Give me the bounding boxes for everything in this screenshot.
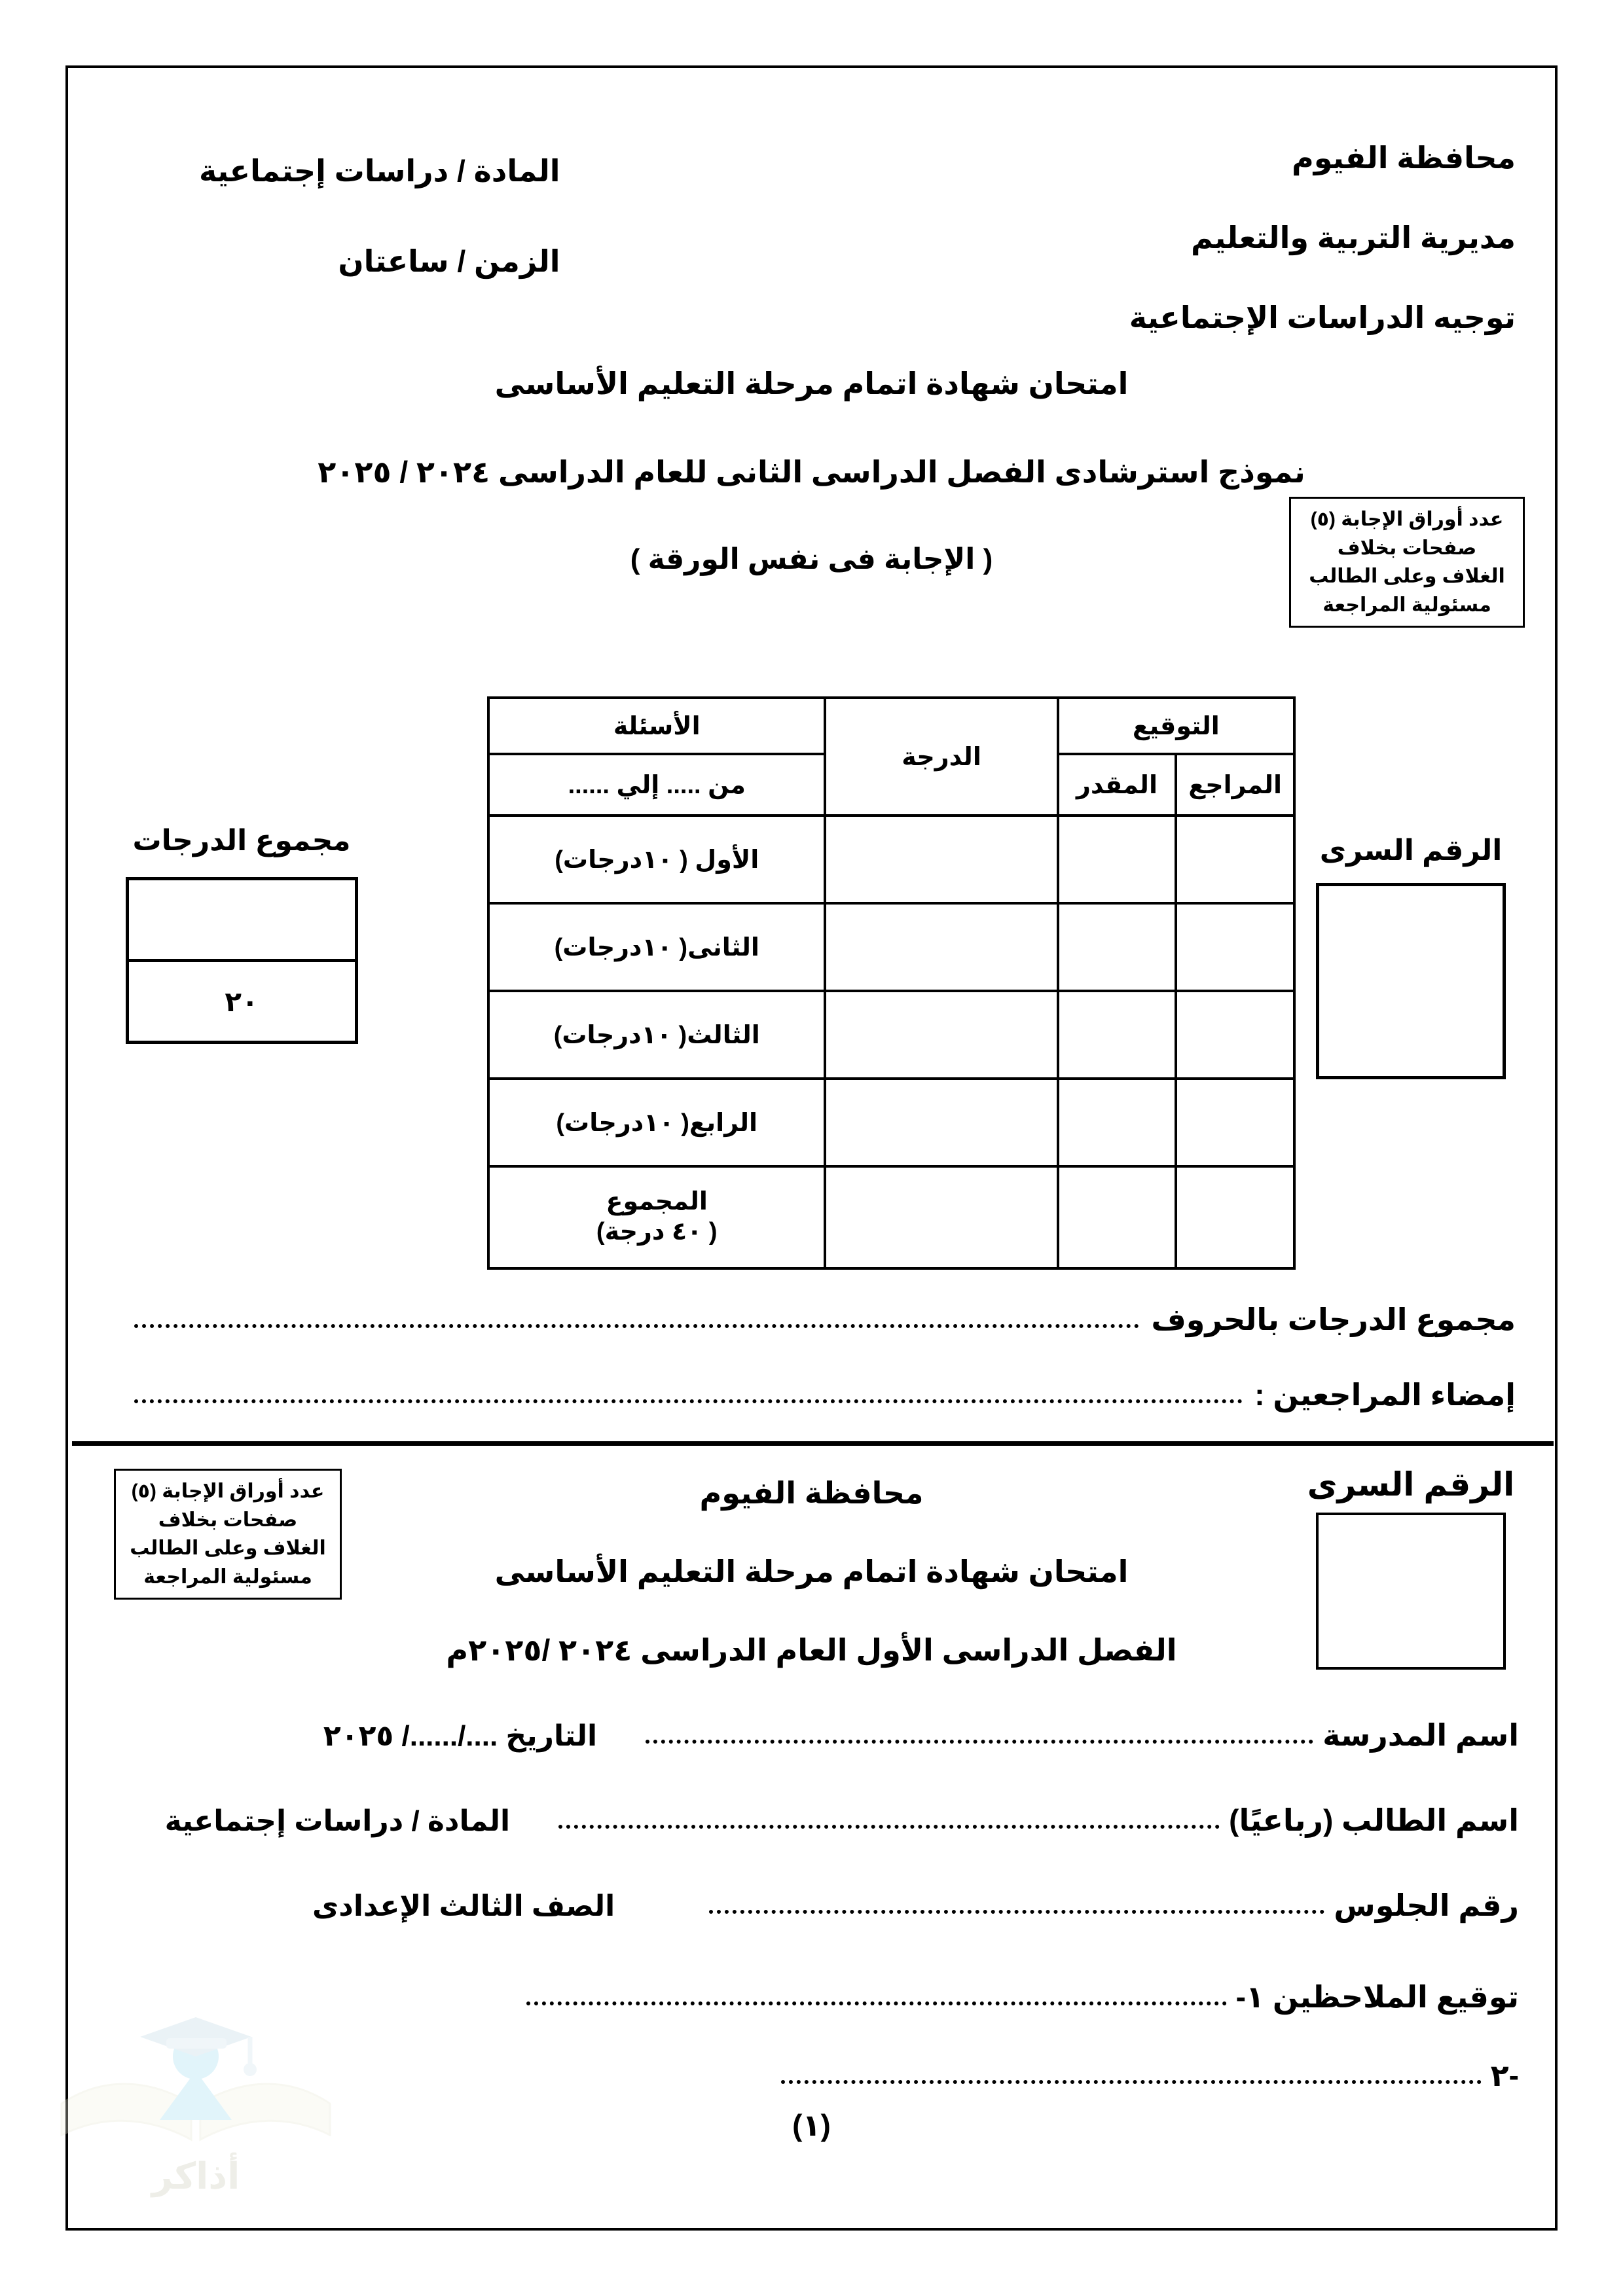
cell-question-1: الأول ( ١٠درجات) — [488, 816, 825, 903]
date-label[interactable]: التاريخ ..../....../ ٢٠٢٥ — [323, 1720, 598, 1752]
table-row — [488, 991, 1294, 1079]
cell-reviewer-2[interactable] — [1176, 903, 1294, 991]
secret-number-label-bottom: الرقم السرى — [1307, 1466, 1515, 1503]
header-signature-reviewer: المراجع — [1176, 754, 1294, 816]
seat-number-row — [111, 1888, 1519, 1923]
note-line-1: عدد أوراق الإجابة (٥) — [1310, 509, 1504, 530]
grade-level-label: الصف الثالث الإعدادى — [312, 1890, 615, 1922]
header-grade: الدرجة — [825, 698, 1057, 816]
total-marks-block — [94, 824, 389, 1044]
total-marks-upper-cell[interactable] — [129, 880, 355, 962]
cell-estimator-4[interactable] — [1058, 1079, 1176, 1166]
cell-question-3: الثالث( ١٠درجات) — [488, 991, 825, 1079]
answer-sheets-note-top — [1289, 497, 1525, 628]
note-line-4: مسئولية المراجعة — [1322, 594, 1491, 616]
section-divider — [72, 1441, 1554, 1446]
cell-estimator-3[interactable] — [1058, 991, 1176, 1079]
observer-1-input[interactable] — [526, 2001, 1227, 2005]
observer-2-label: -٢ — [1490, 2058, 1519, 2092]
note-line-3: الغلاف وعلى الطالب — [130, 1537, 326, 1559]
cell-grade-3[interactable] — [825, 991, 1057, 1079]
note-line-2: صفحات بخلاف — [1337, 537, 1477, 559]
cell-reviewer-4[interactable] — [1176, 1079, 1294, 1166]
watermark-text: أذاكر — [151, 2155, 240, 2197]
cell-reviewer-total[interactable] — [1176, 1166, 1294, 1268]
observer-2-input[interactable] — [781, 2080, 1482, 2084]
observers-signature-label: توقيع الملاحظين ١- — [1235, 1980, 1519, 2014]
time-label: الزمن / ساعتان — [338, 244, 560, 278]
school-name-label: اسم المدرسة — [1322, 1718, 1519, 1752]
lower-term-line: الفصل الدراسى الأول العام الدراسى ٢٠٢٤ /٢٠٢٥م — [446, 1633, 1177, 1667]
observer-2-row — [111, 2058, 1519, 2093]
cell-total-label — [488, 1166, 825, 1268]
total-marks-label: مجموع الدرجات — [132, 825, 351, 857]
table-header-row-1 — [488, 698, 1294, 754]
note-line-4: مسئولية المراجعة — [143, 1566, 312, 1588]
student-name-input[interactable] — [558, 1825, 1220, 1829]
total-marks-lower-cell[interactable]: ٢٠ — [225, 986, 259, 1017]
lower-governorate-label: محافظة الفيوم — [699, 1476, 924, 1510]
header-signature: التوقيع — [1058, 698, 1294, 754]
cell-grade-total[interactable] — [825, 1166, 1057, 1268]
total-marks-box — [126, 877, 358, 1044]
note-line-3: الغلاف وعلى الطالب — [1309, 565, 1505, 587]
directorate-label: مديرية التربية والتعليم — [1190, 221, 1516, 255]
secret-number-label-top: الرقم السرى — [1319, 834, 1503, 867]
answer-in-same-paper-note: ( الإجابة فى نفس الورقة ) — [630, 543, 993, 575]
cell-question-4: الرابع( ١٠درجات) — [488, 1079, 825, 1166]
reviewers-signature-label: إمضاء المراجعين : — [1254, 1378, 1516, 1412]
marks-table — [487, 696, 1296, 1270]
observer-1-row — [111, 1979, 1519, 2015]
school-name-row — [111, 1717, 1519, 1753]
student-name-label: اسم الطالب (رباعيًا) — [1229, 1803, 1519, 1837]
reviewers-signature-row — [134, 1377, 1516, 1412]
cell-question-2: الثانى( ١٠درجات) — [488, 903, 825, 991]
seat-number-label: رقم الجلوس — [1334, 1888, 1519, 1922]
reviewers-signature-input[interactable] — [134, 1399, 1243, 1403]
header-questions: الأسئلة — [488, 698, 825, 754]
marks-in-words-label: مجموع الدرجات بالحروف — [1151, 1302, 1516, 1336]
student-name-row — [111, 1803, 1519, 1838]
cell-grade-1[interactable] — [825, 816, 1057, 903]
note-line-1: عدد أوراق الإجابة (٥) — [131, 1480, 325, 1502]
marks-in-words-input[interactable] — [134, 1324, 1139, 1328]
cell-estimator-total[interactable] — [1058, 1166, 1176, 1268]
cell-grade-2[interactable] — [825, 903, 1057, 991]
exam-meta-header — [199, 153, 560, 334]
subject-label-lower: المادة / دراسات إجتماعية — [164, 1805, 511, 1837]
school-name-input[interactable] — [646, 1740, 1313, 1744]
governorate-label: محافظة الفيوم — [1292, 141, 1516, 175]
total-label-line-2: ( ٤٠ درجة) — [596, 1218, 718, 1246]
exam-title: امتحان شهادة اتمام مرحلة التعليم الأساسى — [494, 367, 1129, 401]
exam-cover-page — [65, 65, 1558, 2231]
note-line-2: صفحات بخلاف — [158, 1509, 298, 1531]
cell-estimator-2[interactable] — [1058, 903, 1176, 991]
table-row — [488, 903, 1294, 991]
header-signature-estimator: المقدر — [1058, 754, 1176, 816]
nozaker-watermark — [42, 2005, 350, 2202]
table-total-row — [488, 1166, 1294, 1268]
total-label-line-1: المجموع — [606, 1188, 708, 1216]
exam-model-line: نموذج استرشادى الفصل الدراسى الثانى للعام الدراسى ٢٠٢٤ / ٢٠٢٥ — [318, 455, 1305, 489]
table-row — [488, 1079, 1294, 1166]
cell-reviewer-3[interactable] — [1176, 991, 1294, 1079]
organization-header — [1129, 140, 1516, 380]
cell-grade-4[interactable] — [825, 1079, 1057, 1166]
header-questions-range: من ..... إلي ...... — [488, 754, 825, 816]
subject-label: المادة / دراسات إجتماعية — [199, 154, 560, 188]
cell-estimator-1[interactable] — [1058, 816, 1176, 903]
seat-number-input[interactable] — [709, 1910, 1324, 1914]
marks-in-words-row — [134, 1302, 1516, 1337]
page-number: (١) — [792, 2108, 831, 2142]
table-row — [488, 816, 1294, 903]
department-label: توجيه الدراسات الإجتماعية — [1129, 300, 1516, 334]
cell-reviewer-1[interactable] — [1176, 816, 1294, 903]
lower-exam-title: امتحان شهادة اتمام مرحلة التعليم الأساسى — [494, 1554, 1129, 1588]
secret-number-block-top — [1293, 834, 1529, 1079]
secret-number-input-top[interactable] — [1316, 883, 1506, 1079]
